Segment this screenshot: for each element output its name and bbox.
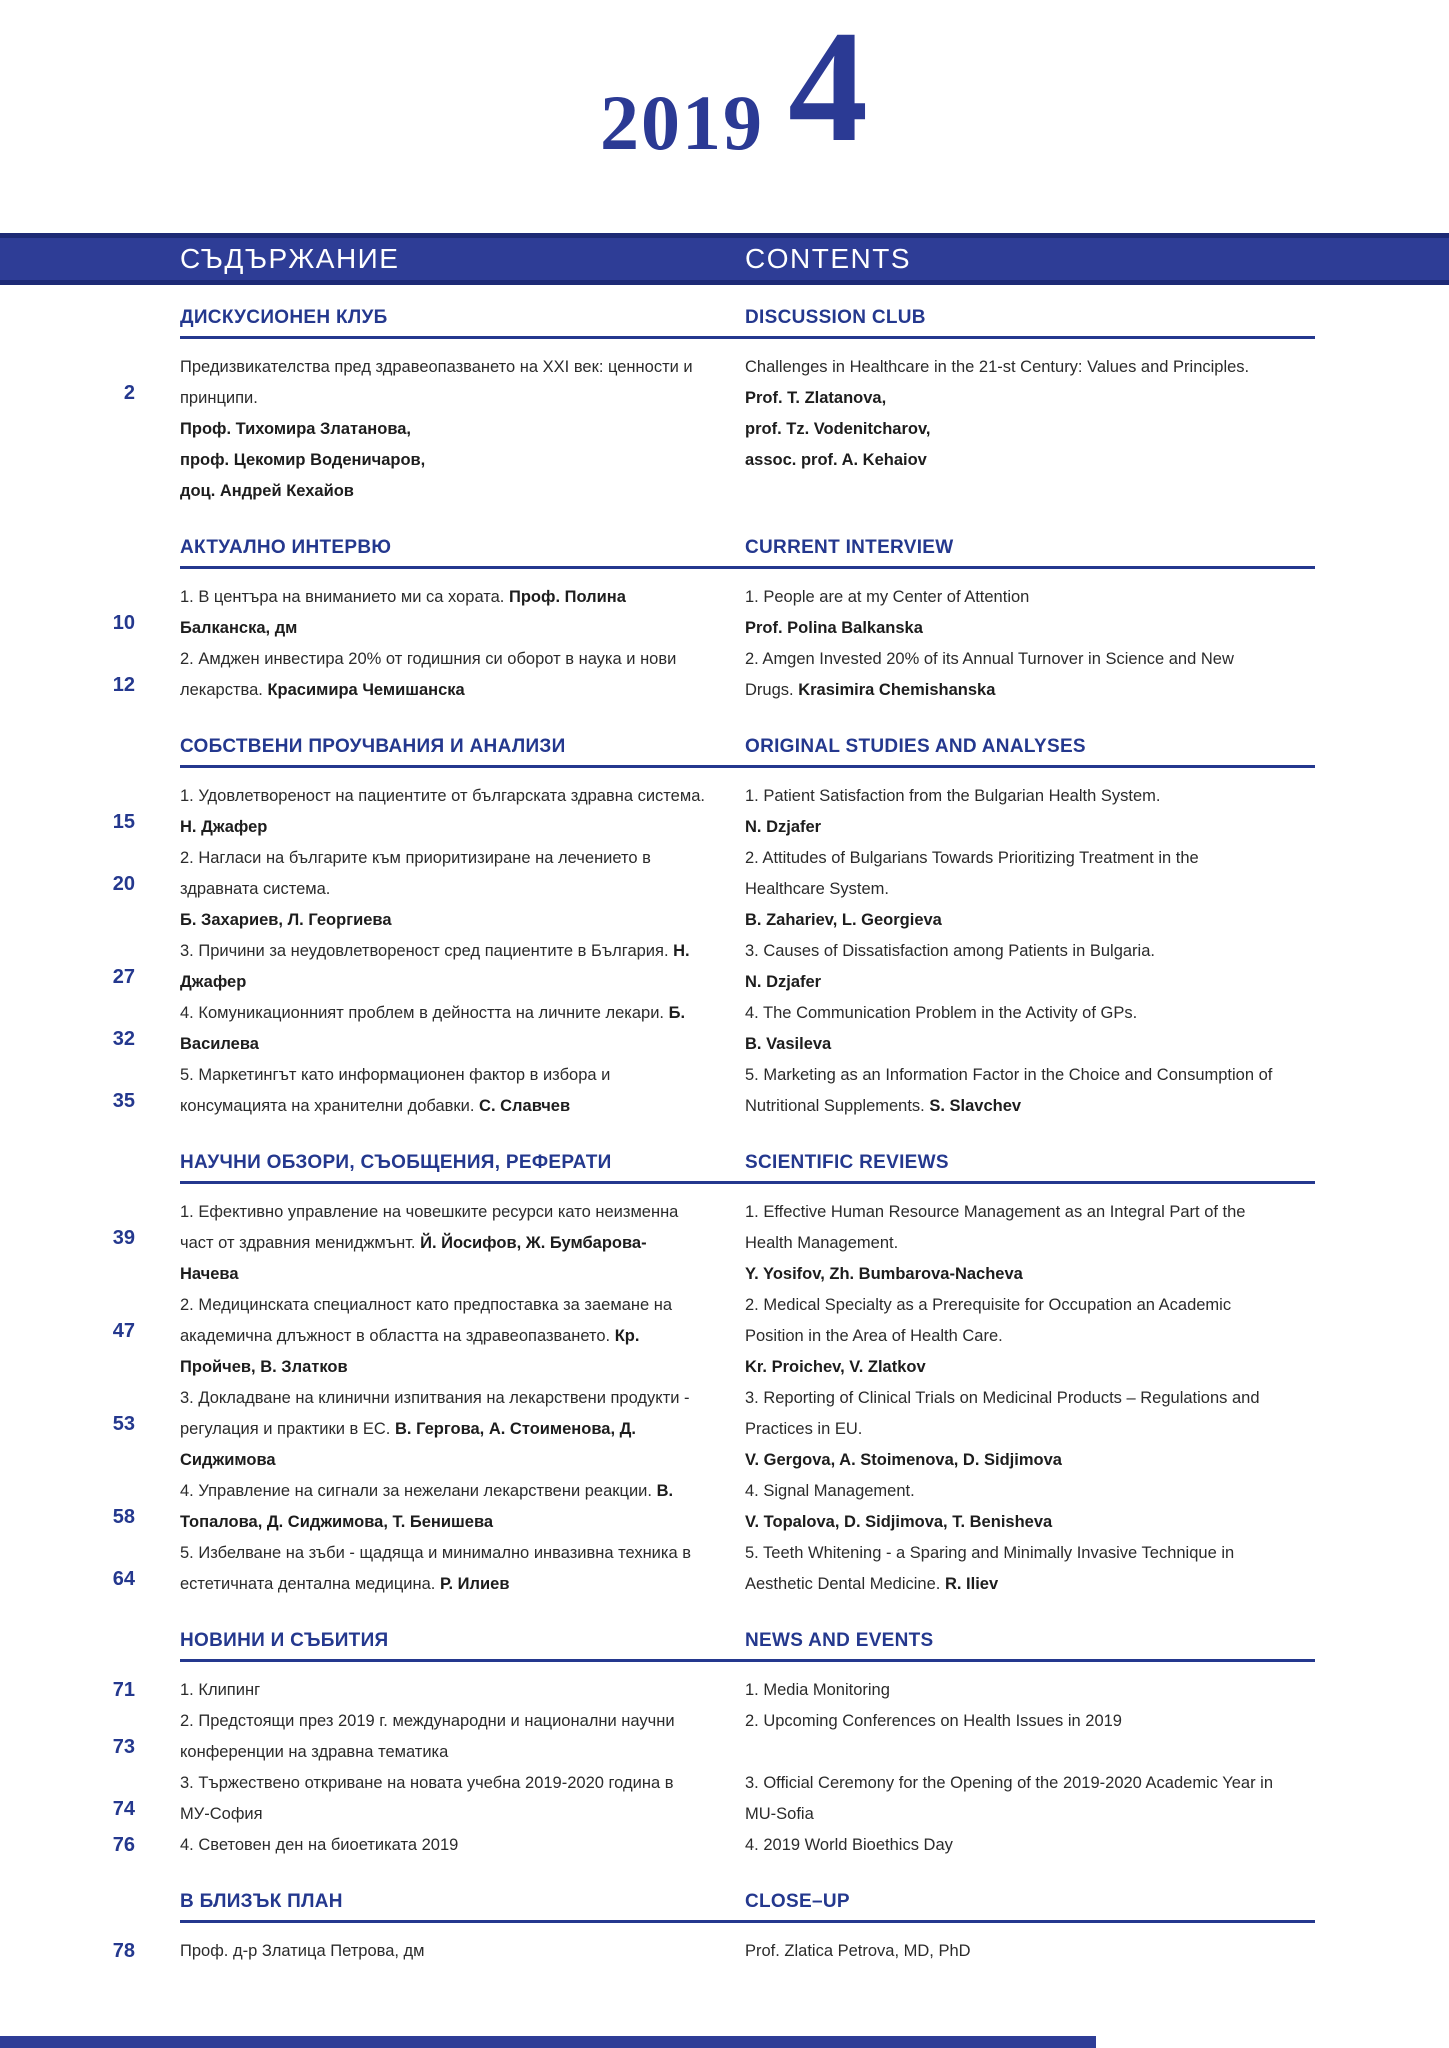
section-rule <box>180 336 1315 339</box>
entry-title: 3. Причини за неудовлетвореност сред пациентите в България. <box>180 942 674 960</box>
entry-english <box>745 1830 1275 1861</box>
entry-english <box>745 1476 1275 1538</box>
section-title-bulgarian: АКТУАЛНО ИНТЕРВЮ <box>180 537 392 558</box>
masthead-issue-number: 4 <box>788 0 868 175</box>
entry-title: 4. Световен ден на биоетиката 2019 <box>180 1836 459 1854</box>
entry-english <box>745 1197 1275 1290</box>
entry-authors: Проф. Полина Балканска, дм <box>180 588 626 637</box>
page-number: 73 <box>112 1736 135 1758</box>
entry-title: Prof. Zlatica Petrova, MD, PhD <box>745 1942 971 1960</box>
page-number: 53 <box>112 1413 135 1435</box>
toc-section-2 <box>0 736 1449 1122</box>
page-number: 10 <box>112 612 135 634</box>
toc-entry-row <box>0 352 1449 507</box>
section-title-english: ORIGINAL STUDIES AND ANALYSES <box>745 736 1086 757</box>
entry-title: 4. 2019 World Bioethics Day <box>745 1836 953 1854</box>
entry-title: 2. Medical Specialty as a Prerequisite for Occupation an Academic Position in the Area of Health Care. <box>745 1296 1232 1345</box>
entry-title: Challenges in Healthcare in the 21-st Century: Values and Principles. <box>745 358 1250 376</box>
toc-entry-row <box>0 781 1449 843</box>
entry-english <box>745 1768 1275 1830</box>
entry-authors: В. Топалова, Д. Сиджимова, Т. Бенишева <box>180 1482 674 1531</box>
entry-bulgarian <box>180 936 705 998</box>
entry-title: 1. People are at my Center of Attention <box>745 588 1030 606</box>
page-number: 58 <box>112 1506 135 1528</box>
toc-entry-row <box>0 1936 1449 1967</box>
entry-title: 2. Предстоящи през 2019 г. международни и национални научни конференции на здравна тематика <box>180 1712 675 1761</box>
entry-title: 5. Teeth Whitening - a Sparing and Minimally Invasive Technique in Aesthetic Dental Medicine. <box>745 1544 1235 1593</box>
entry-title: 1. Patient Satisfaction from the Bulgarian Health System. <box>745 787 1161 805</box>
entry-title: 3. Official Ceremony for the Opening of the 2019-2020 Academic Year in MU-Sofia <box>745 1774 1274 1823</box>
entry-authors: Н. Джафер <box>180 818 268 836</box>
entry-title: 2. Медицинската специалност като предпоставка за заемане на академична длъжност в областта на здравеопазването. <box>180 1296 673 1345</box>
entry-authors: Prof. Polina Balkanska <box>745 619 923 637</box>
entry-authors: assoc. prof. A. Kehaiov <box>745 451 927 469</box>
entry-english <box>745 644 1275 706</box>
entry-authors: В. Гергова, А. Стоименова, Д. Сиджимова <box>180 1420 636 1469</box>
entry-authors: доц. Андрей Кехайов <box>180 482 354 500</box>
section-title-bulgarian: СОБСТВЕНИ ПРОУЧВАНИЯ И АНАЛИЗИ <box>180 736 566 757</box>
page-number: 74 <box>112 1798 135 1820</box>
section-title-english: CURRENT INTERVIEW <box>745 537 954 558</box>
entry-title: 5. Маркетингът като информационен фактор в избора и консумацията на хранителни добавки. <box>180 1066 611 1115</box>
toc-section-4 <box>0 1630 1449 1861</box>
bottom-accent-bar <box>0 2036 1096 2048</box>
entry-english <box>745 781 1275 843</box>
page-number: 71 <box>112 1679 135 1701</box>
toc-entry-row <box>0 1830 1449 1861</box>
entry-english <box>745 1936 1275 1967</box>
page-number: 2 <box>123 382 135 404</box>
entry-authors: V. Topalova, D. Sidjimova, T. Benisheva <box>745 1513 1053 1531</box>
entry-authors: Krasimira Chemishanska <box>798 681 996 699</box>
page-number: 15 <box>112 811 135 833</box>
page-number: 47 <box>112 1320 135 1342</box>
entry-english <box>745 1538 1275 1600</box>
page-number: 39 <box>112 1227 135 1249</box>
entry-bulgarian <box>180 1060 705 1122</box>
entry-bulgarian <box>180 1706 705 1768</box>
entry-authors: Б. Захариев, Л. Георгиева <box>180 911 392 929</box>
section-heading-row <box>0 1891 1449 1913</box>
section-title-english: DISCUSSION CLUB <box>745 307 926 328</box>
entry-title: Предизвикателства пред здравеопазването на XXI век: ценности и принципи. <box>180 358 693 407</box>
masthead <box>0 0 1449 233</box>
toc-entry-row <box>0 1768 1449 1830</box>
section-title-bulgarian: НОВИНИ И СЪБИТИЯ <box>180 1630 389 1651</box>
entry-title: 2. Attitudes of Bulgarians Towards Prioritizing Treatment in the Healthcare System. <box>745 849 1199 898</box>
section-heading-row <box>0 1630 1449 1652</box>
toc-entry-row <box>0 1060 1449 1122</box>
section-rule <box>180 765 1315 768</box>
toc-section-5 <box>0 1891 1449 1967</box>
section-heading-row <box>0 1152 1449 1174</box>
entry-title: 1. Клипинг <box>180 1681 261 1699</box>
toc-section-3 <box>0 1152 1449 1600</box>
section-title-bulgarian: ДИСКУСИОНЕН КЛУБ <box>180 307 388 328</box>
entry-bulgarian <box>180 998 705 1060</box>
entry-authors: Kr. Proichev, V. Zlatkov <box>745 1358 926 1376</box>
section-title-english: CLOSE–UP <box>745 1891 850 1912</box>
entry-bulgarian <box>180 1538 705 1600</box>
entry-bulgarian <box>180 1768 705 1830</box>
contents-band <box>0 233 1449 285</box>
band-title-english: CONTENTS <box>745 243 911 274</box>
band-title-bulgarian: СЪДЪРЖАНИЕ <box>180 243 400 274</box>
entry-authors: S. Slavchev <box>929 1097 1022 1115</box>
entry-authors: проф. Цекомир Воденичаров, <box>180 451 426 469</box>
entry-authors: V. Gergova, A. Stoimenova, D. Sidjimova <box>745 1451 1062 1469</box>
entry-title: 3. Causes of Dissatisfaction among Patients in Bulgaria. <box>745 942 1155 960</box>
toc-section-1 <box>0 537 1449 706</box>
page-number: 32 <box>112 1028 135 1050</box>
entry-authors: B. Vasileva <box>745 1035 832 1053</box>
entry-title: 2. Амджен инвестира 20% от годишния си оборот в наука и нови лекарства. <box>180 650 677 699</box>
entry-authors: Y. Yosifov, Zh. Bumbarova-Nacheva <box>745 1265 1023 1283</box>
entry-authors: N. Dzjafer <box>745 818 822 836</box>
page-number: 78 <box>112 1940 135 1962</box>
entry-title: 5. Marketing as an Information Factor in the Choice and Consumption of Nutritional Supplements. <box>745 1066 1273 1115</box>
toc-entry-row <box>0 936 1449 998</box>
entry-title: 4. The Communication Problem in the Activity of GPs. <box>745 1004 1138 1022</box>
page-number: 27 <box>112 966 135 988</box>
entry-bulgarian <box>180 1476 705 1538</box>
entry-authors: R. Iliev <box>944 1575 999 1593</box>
entry-bulgarian <box>180 843 705 936</box>
entry-title: 1. Effective Human Resource Management as an Integral Part of the Health Management. <box>745 1203 1246 1252</box>
entry-english <box>745 1706 1275 1768</box>
entry-title: 2. Upcoming Conferences on Health Issues in 2019 <box>745 1712 1122 1730</box>
toc-entry-row <box>0 1538 1449 1600</box>
entry-authors: Н. Джафер <box>180 942 690 991</box>
section-title-bulgarian: В БЛИЗЪК ПЛАН <box>180 1891 343 1912</box>
section-title-english: NEWS AND EVENTS <box>745 1630 934 1651</box>
section-title-english: SCIENTIFIC REVIEWS <box>745 1152 949 1173</box>
entry-title: Проф. д-р Златица Петрова, дм <box>180 1942 425 1960</box>
entry-title: 1. Media Monitoring <box>745 1681 890 1699</box>
entry-bulgarian <box>180 582 705 644</box>
entry-authors: Й. Йосифов, Ж. Бумбарова-Начева <box>180 1234 647 1283</box>
toc-entry-row <box>0 644 1449 706</box>
entry-title: 2. Нагласи на българите към приоритизиране на лечението в здравната система. <box>180 849 651 898</box>
section-rule <box>180 566 1315 569</box>
page-number: 35 <box>112 1090 135 1112</box>
section-rule <box>180 1659 1315 1662</box>
entry-english <box>745 843 1275 936</box>
toc-content <box>0 285 1449 1967</box>
entry-authors: Р. Илиев <box>439 1575 510 1593</box>
page-number: 20 <box>112 873 135 895</box>
entry-english <box>745 936 1275 998</box>
section-rule <box>180 1920 1315 1923</box>
entry-bulgarian <box>180 1383 705 1476</box>
entry-authors: B. Zahariev, L. Georgieva <box>745 911 942 929</box>
entry-bulgarian <box>180 1675 705 1706</box>
entry-bulgarian <box>180 781 705 843</box>
entry-authors: С. Славчев <box>479 1097 571 1115</box>
entry-authors: Prof. T. Zlatanova, <box>745 389 887 407</box>
entry-title: 4. Комуникационният проблем в дейността на личните лекари. <box>180 1004 669 1022</box>
entry-title: 4. Управление на сигнали за нежелани лекарствени реакции. <box>180 1482 657 1500</box>
entry-title: 2. Amgen Invested 20% of its Annual Turnover in Science and New Drugs. <box>745 650 1234 699</box>
page-number: 76 <box>112 1834 135 1856</box>
page-number: 64 <box>112 1568 135 1590</box>
entry-title: 3. Тържествено откриване на новата учебна 2019-2020 година в МУ-София <box>180 1774 674 1823</box>
entry-authors: Кр. Пройчев, В. Златков <box>180 1327 640 1376</box>
toc-entry-row <box>0 1706 1449 1768</box>
section-rule <box>180 1181 1315 1184</box>
entry-bulgarian <box>180 1290 705 1383</box>
entry-title: 3. Reporting of Clinical Trials on Medicinal Products – Regulations and Practices in EU. <box>745 1389 1260 1438</box>
page-number: 12 <box>112 674 135 696</box>
toc-entry-row <box>0 843 1449 936</box>
section-heading-row <box>0 537 1449 559</box>
entry-title: 1. Удовлетвореност на пациентите от българската здравна система. <box>180 787 705 805</box>
entry-english <box>745 1290 1275 1383</box>
toc-entry-row <box>0 1290 1449 1383</box>
section-title-bulgarian: НАУЧНИ ОБЗОРИ, СЪОБЩЕНИЯ, РЕФЕРАТИ <box>180 1152 612 1173</box>
entry-title: 1. В центъра на вниманието ми са хората. <box>180 588 509 606</box>
entry-authors: Проф. Тихомира Златанова, <box>180 420 412 438</box>
entry-english <box>745 1060 1275 1122</box>
entry-bulgarian <box>180 644 705 706</box>
masthead-year: 2019 <box>600 79 764 166</box>
toc-entry-row <box>0 1675 1449 1706</box>
entry-authors: Б. Василева <box>180 1004 686 1053</box>
toc-entry-row <box>0 1476 1449 1538</box>
entry-authors: Красимира Чемишанска <box>267 681 465 699</box>
entry-english <box>745 998 1275 1060</box>
entry-bulgarian <box>180 352 705 507</box>
entry-bulgarian <box>180 1936 705 1967</box>
entry-english <box>745 1383 1275 1476</box>
entry-title: 3. Докладване на клинични изпитвания на лекарствени продукти - регулация и практики в ЕС. <box>180 1389 690 1438</box>
entry-english <box>745 582 1275 644</box>
toc-section-0 <box>0 307 1449 507</box>
entry-title: 1. Ефективно управление на човешките ресурси като неизменна част от здравния мениджмънт. <box>180 1203 679 1252</box>
toc-entry-row <box>0 582 1449 644</box>
entry-english <box>745 352 1275 507</box>
entry-bulgarian <box>180 1197 705 1290</box>
section-heading-row <box>0 307 1449 329</box>
entry-english <box>745 1675 1275 1706</box>
toc-entry-row <box>0 998 1449 1060</box>
entry-authors: prof. Tz. Vodenitcharov, <box>745 420 931 438</box>
toc-entry-row <box>0 1197 1449 1290</box>
entry-authors: N. Dzjafer <box>745 973 822 991</box>
entry-title: 4. Signal Management. <box>745 1482 915 1500</box>
section-heading-row <box>0 736 1449 758</box>
entry-title: 5. Избелване на зъби - щадяща и минимално инвазивна техника в естетичната дентална медицина. <box>180 1544 692 1593</box>
entry-bulgarian <box>180 1830 705 1861</box>
toc-entry-row <box>0 1383 1449 1476</box>
